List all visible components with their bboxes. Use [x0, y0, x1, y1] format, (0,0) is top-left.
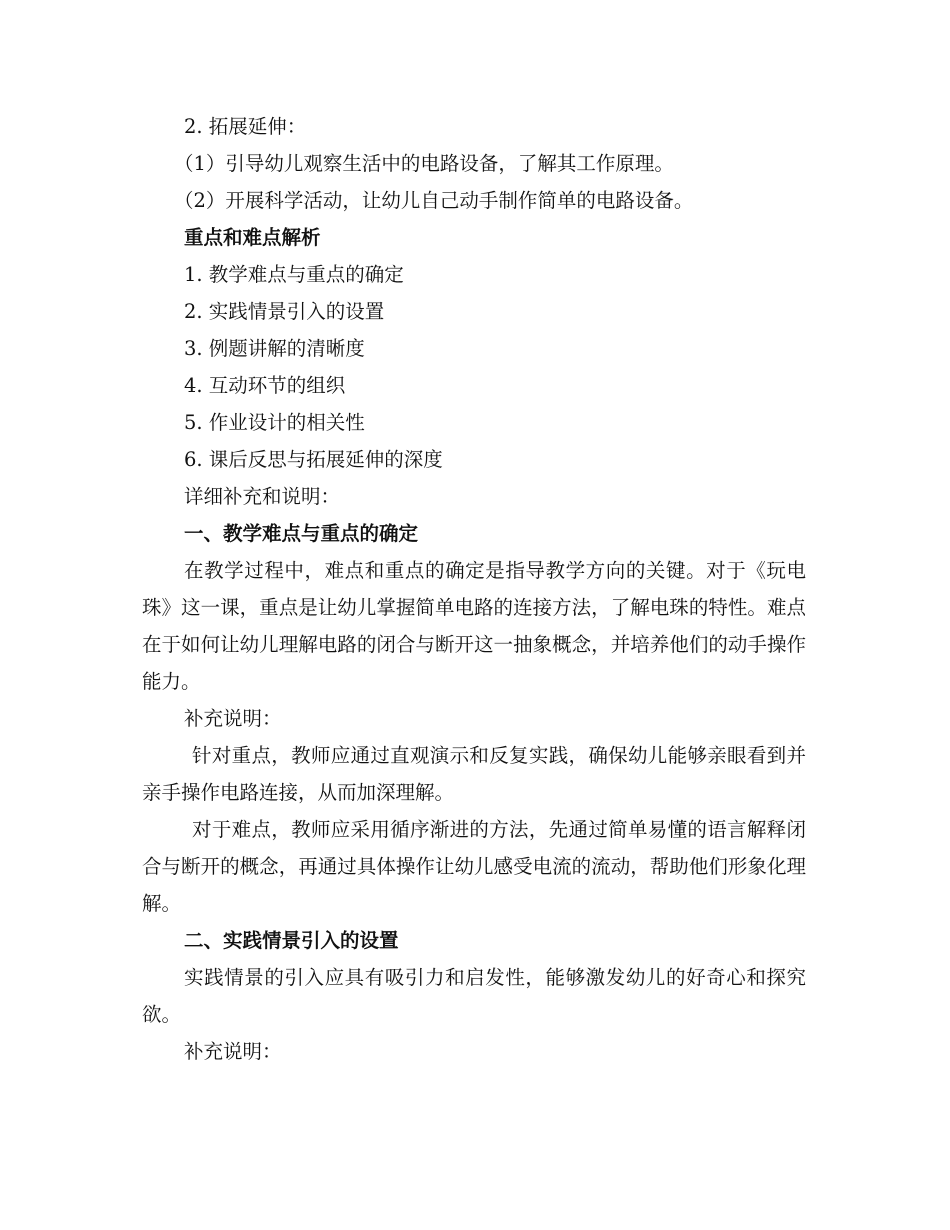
extension-heading: 2. 拓展延伸：: [184, 115, 307, 138]
detail-label: 详细补充和说明：: [184, 485, 341, 508]
analysis-item-2: 2. 实践情景引入的设置: [184, 300, 385, 323]
section1-paragraph: 在教学过程中，难点和重点的确定是指导教学方向的关键。对于《玩电珠》这一课，重点是让幼儿掌握简单电路的连接方法，了解电珠的特性。难点在于如何让幼儿理解电路的闭合与断开这一抽象概念，并培养他们的动手操作能力。: [142, 559, 806, 693]
section2-paragraph: 实践情景的引入应具有吸引力和启发性，能够激发幼儿的好奇心和探究欲。: [142, 966, 806, 1026]
analysis-item-3: 3. 例题讲解的清晰度: [184, 337, 365, 360]
section1-title: 一、教学难点与重点的确定: [184, 522, 419, 545]
section2-title: 二、实践情景引入的设置: [184, 929, 399, 952]
analysis-item-1: 1. 教学难点与重点的确定: [184, 263, 404, 286]
analysis-item-4: 4. 互动环节的组织: [184, 374, 346, 397]
analysis-item-6: 6. 课后反思与拓展延伸的深度: [184, 448, 443, 471]
analysis-item-5: 5. 作业设计的相关性: [184, 411, 365, 434]
extension-item-2: （2）开展科学活动，让幼儿自己动手制作简单的电路设备。: [174, 189, 694, 212]
section1-supplement-label: 补充说明：: [184, 707, 282, 730]
section1-supplement-2: 对于难点，教师应采用循序渐进的方法，先通过简单易懂的语言解释闭合与断开的概念，再通过具体操作让幼儿感受电流的流动，帮助他们形象化理解。: [142, 818, 806, 915]
extension-item-1: （1）引导幼儿观察生活中的电路设备，了解其工作原理。: [174, 152, 674, 175]
document-body: [142, 108, 806, 1070]
section1-supplement-1: 针对重点，教师应通过直观演示和反复实践，确保幼儿能够亲眼看到并亲手操作电路连接，从而加深理解。: [142, 744, 806, 804]
section2-supplement-label: 补充说明：: [184, 1040, 282, 1063]
analysis-title: 重点和难点解析: [184, 226, 321, 249]
